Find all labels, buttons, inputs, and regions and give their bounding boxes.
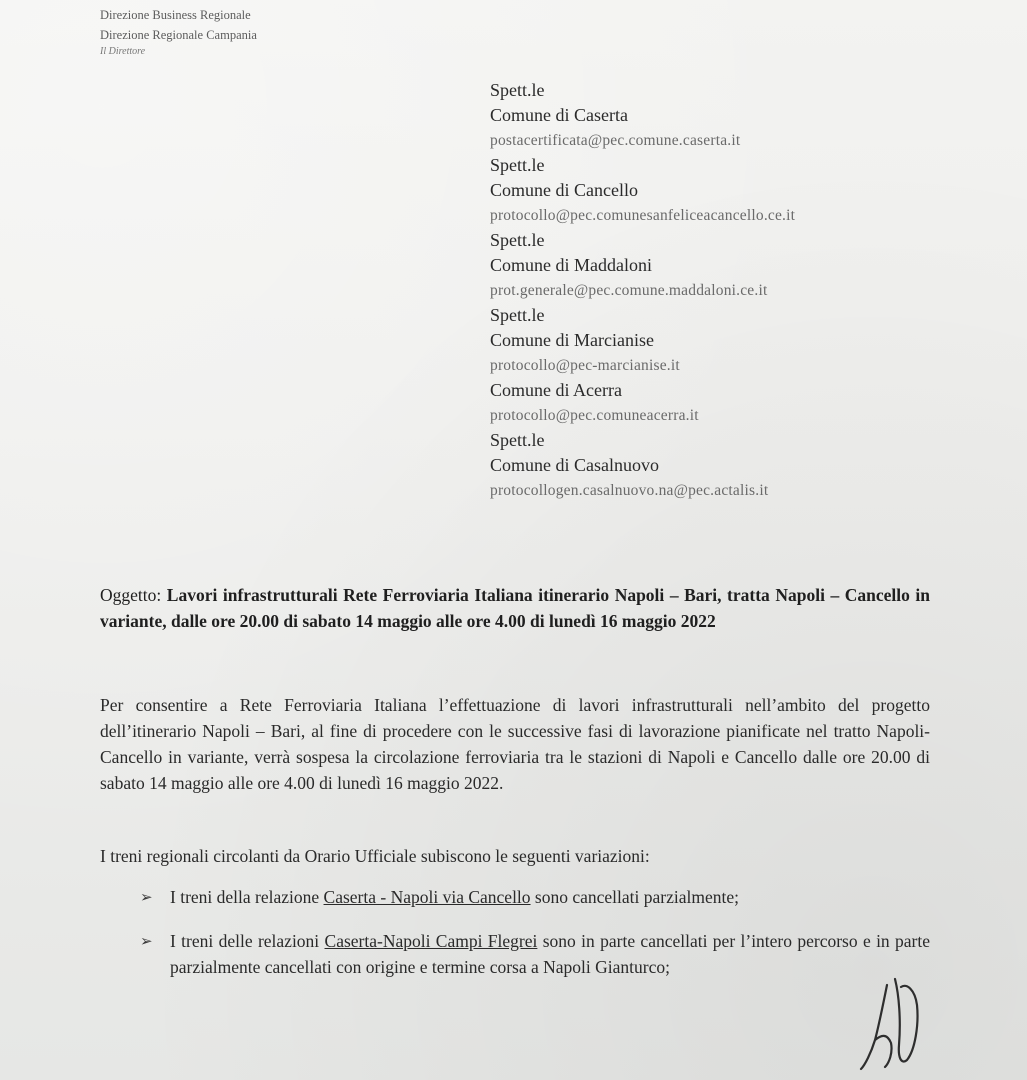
recipient-name: Comune di Caserta: [490, 105, 628, 125]
sender-header: [100, 5, 257, 59]
recipient-list: [490, 78, 990, 503]
recipient-salutation: Spett.le: [490, 230, 545, 250]
recipient-name: Comune di Casalnuovo: [490, 455, 659, 475]
recipient-salutation: Spett.le: [490, 305, 545, 325]
subject-label: Oggetto:: [100, 585, 167, 605]
recipient-salutation: Spett.le: [490, 430, 545, 450]
recipient-salutation: Spett.le: [490, 155, 545, 175]
list-item-text-before: I treni della relazione: [170, 887, 324, 907]
sender-line-1: Direzione Business Regionale: [100, 8, 251, 22]
recipient-name: Comune di Acerra: [490, 380, 622, 400]
list-item-route: Caserta-Napoli Campi Flegrei: [324, 931, 538, 951]
list-item: [140, 928, 930, 980]
list-item-route: Caserta - Napoli via Cancello: [323, 887, 531, 907]
recipient-email: protocollogen.casalnuovo.na@pec.actalis.it: [490, 482, 769, 499]
arrowhead-bullet-icon: ➢: [140, 888, 153, 906]
arrowhead-bullet-icon: ➢: [140, 932, 153, 950]
body-paragraph-2: I treni regionali circolanti da Orario Ufficiale subiscono le seguenti variazioni:: [100, 846, 650, 866]
variation-list: [140, 884, 930, 998]
list-item-text-after: sono cancellati parzialmente;: [530, 887, 739, 907]
recipient-email: protocollo@pec.comunesanfeliceacancello.ce.it: [490, 207, 796, 224]
subject-line: [100, 582, 930, 634]
recipient-email: protocollo@pec-marcianise.it: [490, 357, 680, 374]
sender-line-2: Direzione Regionale Campania: [100, 28, 257, 42]
recipient-email: postacertificata@pec.comune.caserta.it: [490, 132, 741, 149]
signature-mark: [835, 965, 955, 1075]
list-item-text-after: sono in parte cancellati per l’intero percorso e in parte parzialmente cancellati con origine e termine corsa a Napoli Gianturco;: [170, 931, 931, 977]
body-paragraph-1: Per consentire a Rete Ferroviaria Italiana l’effettuazione di lavori infrastrutturali nell’ambito del progetto dell’itinerario Napoli – Bari, al fine di procedere con le successive fasi di lavorazione pianificate nel tratto Napoli-Cancello in variante, verrà sospesa la circolazione ferroviaria tra le stazioni di Napoli e Cancello dalle ore 20.00 di sabato 14 maggio alle ore 4.00 di lunedì 16 maggio 2022.: [100, 695, 930, 793]
list-item: [140, 884, 930, 910]
subject-text: Lavori infrastrutturali Rete Ferroviaria Italiana itinerario Napoli – Bari, tratta Napoli – Cancello in variante, dalle ore 20.00 di sabato 14 maggio alle ore 4.00 di lunedì 16 maggio 2022: [100, 585, 930, 631]
list-item-text-before: I treni delle relazioni: [170, 931, 325, 951]
recipient-name: Comune di Marcianise: [490, 330, 654, 350]
recipient-email: prot.generale@pec.comune.maddaloni.ce.it: [490, 282, 768, 299]
recipient-salutation: Spett.le: [490, 80, 545, 100]
sender-line-3: Il Direttore: [100, 46, 146, 57]
recipient-email: protocollo@pec.comuneacerra.it: [490, 407, 699, 424]
recipient-name: Comune di Maddaloni: [490, 255, 652, 275]
recipient-name: Comune di Cancello: [490, 180, 638, 200]
